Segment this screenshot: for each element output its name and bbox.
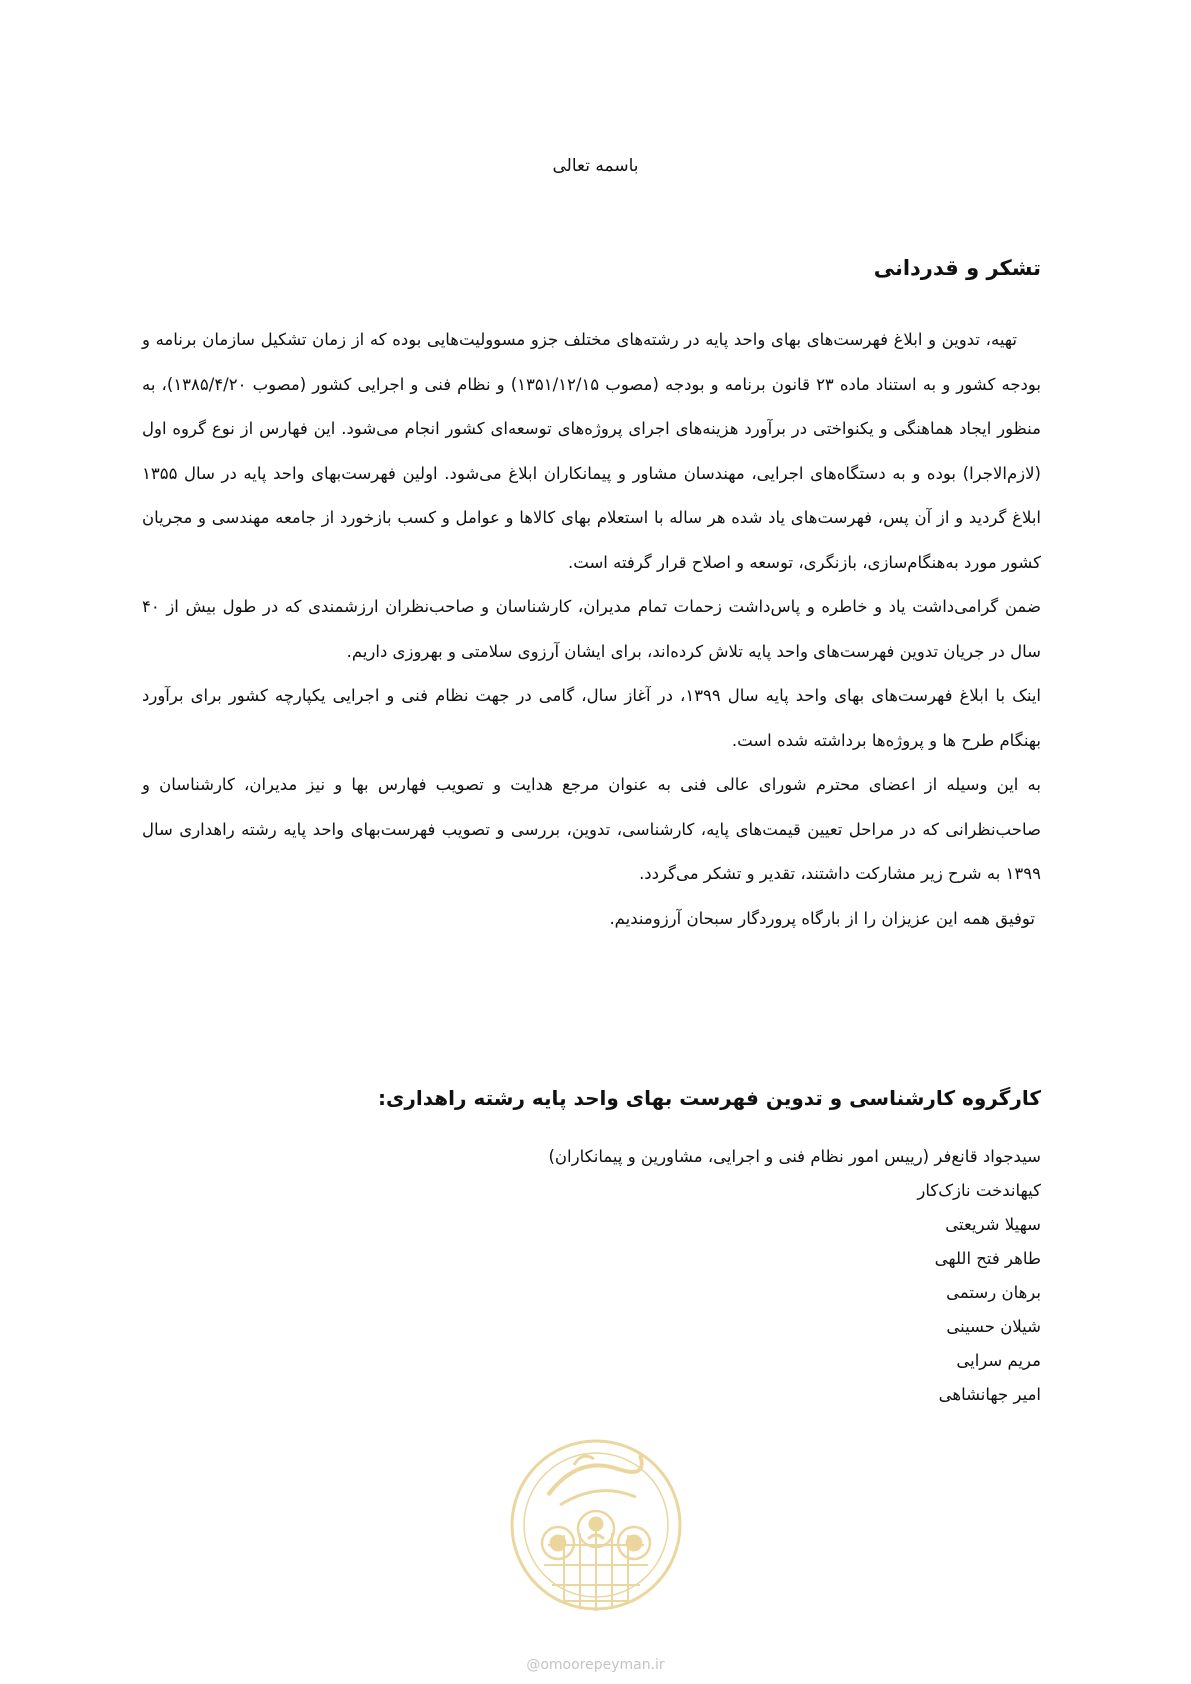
list-item: طاهر فتح اللهی	[934, 1249, 1041, 1268]
list-item: مریم سرایی	[956, 1351, 1041, 1370]
members-list	[549, 1140, 1042, 1412]
paragraph-appreciation: ضمن گرامی‌داشت یاد و خاطره و پاس‌داشت زحمات تمام مدیران، کارشناسان و صاحب‌نظران ارزشمندی که در طول بیش از ۴۰ سال در جریان تدوین فهرست‌های واحد پایه تلاش کرده‌اند، برای ایشان آرزوی سلامتی و بهروزی داریم.	[142, 597, 1041, 661]
page-title: تشکر و قدردانی	[873, 256, 1041, 280]
workgroup-title: کارگروه کارشناسی و تدوین فهرست بهای واحد پایه رشته راهداری:	[378, 1086, 1041, 1110]
list-item: سیدجواد قانع‌فر (رییس امور نظام فنی و اجرایی، مشاورین و پیمانکاران)	[548, 1147, 1041, 1166]
basmala-heading: باسمه تعالی	[552, 156, 639, 176]
paragraph-closing: توفیق همه این عزیزان را از بارگاه پروردگار سبحان آرزومندیم.	[609, 908, 1035, 928]
paragraph-intro: تهیه، تدوین و ابلاغ فهرست‌های بهای واحد پایه در رشته‌های مختلف جزو مسوولیت‌هایی بوده که از زمان تشکیل سازمان برنامه و بودجه کشور و به استناد ماده ۲۳ قانون برنامه و بودجه (مصوب ۱۳۵۱/۱۲/۱۵) و نظام فنی و اجرایی کشور (مصوب ۱۳۸۵/۴/۲۰)، به منظور ایجاد هماهنگی و یکنواختی در برآورد هزینه‌های اجرای پروژه‌های توسعه‌ای کشور انجام می‌شود. این فهارس از نوع گروه اول (لازم‌الاجرا) بوده و به دستگاه‌های اجرایی، مهندسان مشاور و پیمانکاران ابلاغ می‌شود. اولین فهرست‌بهای واحد پایه در سال ۱۳۵۵ ابلاغ گردید و از آن پس، فهرست‌های یاد شده هر ساله با استعلام بهای کالاها و عوامل و کسب بازخورد از جامعه مهندسی و مجریان کشور مورد به‌هنگام‌سازی، بازنگری، توسعه و اصلاح قرار گرفته است.	[142, 330, 1041, 572]
list-item: امیر جهانشاهی	[938, 1385, 1041, 1404]
list-item: برهان رستمی	[946, 1283, 1041, 1302]
watermark-website: @omoorepeyman.ir	[526, 1657, 665, 1673]
paragraph-thanks: به این وسیله از اعضای محترم شورای عالی فنی به عنوان مرجع هدایت و تصویب فهارس بها و نیز مدیران، کارشناسان و صاحب‌نظرانی که در مراحل تعیین قیمت‌های پایه، کارشناسی، تدوین، بررسی و تصویب فهرست‌بهای واحد پایه رشته راهداری سال ۱۳۹۹ به شرح زیر مشارکت داشتند، تقدیر و تشکر می‌گردد.	[142, 775, 1041, 883]
watermark-logo	[508, 1425, 684, 1629]
list-item: سهیلا شریعتی	[945, 1215, 1041, 1234]
paragraph-announcement: اینک با ابلاغ فهرست‌های بهای واحد پایه سال ۱۳۹۹، در آغاز سال، گامی در جهت نظام فنی و اجرایی یکپارچه کشور برای برآورد بهنگام طرح ها و پروژه‌ها برداشته شده است.	[142, 686, 1041, 750]
body-text	[142, 318, 1041, 941]
list-item: کیهاندخت نازک‌کار	[917, 1181, 1041, 1200]
list-item: شیلان حسینی	[946, 1317, 1041, 1336]
